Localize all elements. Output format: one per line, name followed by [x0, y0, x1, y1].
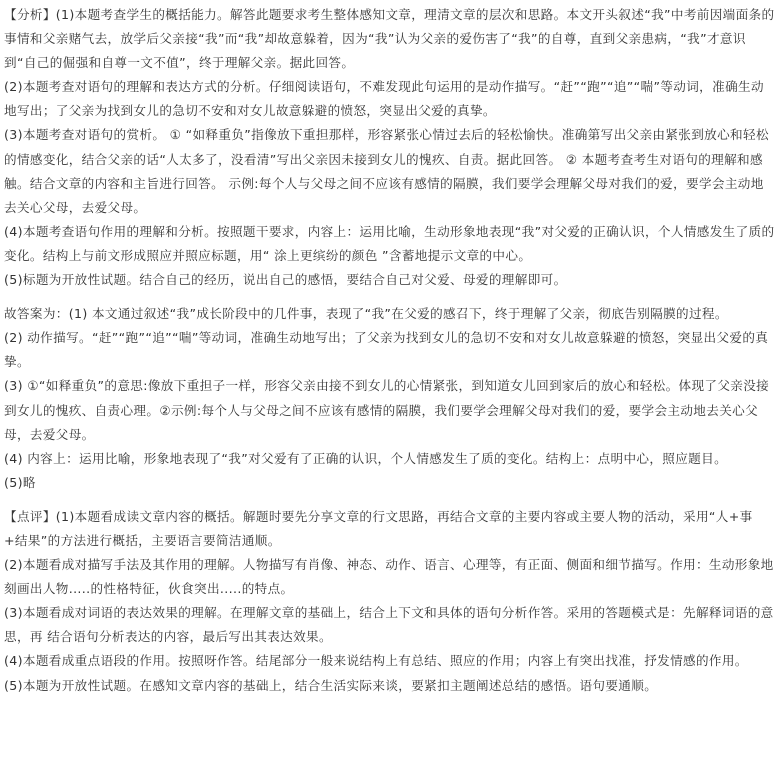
answer-paragraph: (4) 内容上：运用比喻，形象地表现了“我”对父爱有了正确的认识，个人情感发生了质的变化。结构上：点明中心，照应题目。	[4, 450, 728, 466]
analysis-paragraph: (3)本题考查对语句的赏析。 ① “如释重负”指像放下重担那样，形容紧张心情过去后的轻松愉快。准确第写出父亲由紧张到放心和轻松的情感变化，结合父亲的话“人太多了，没看清”写出父亲因未接到女儿的愧疚、自责。据此回答。 ② 本题考查考生对语句的理解和感触。结合文章的内容和主旨进行回答。 示例:每个人与父母之间不应该有感情的隔膜，我们要学会理解父母对我们的爱，要学会主动地去关心父母，去爱父母。	[4, 127, 769, 215]
answer-paragraph: (2) 动作描写。“赶”“跑”“追”“喘”等动词，准确生动地写出；了父亲为找到女儿的急切不安和对女儿故意躲避的愤怒，突显出父爱的真挚。	[4, 330, 769, 370]
comment-paragraph: 【点评】(1)本题看成读文章内容的概括。解题时要先分享文章的行文思路，再结合文章的主要内容或主要人物的活动，采用“人+事+结果”的方法进行概括，主要语言要简洁通顺。	[4, 508, 753, 548]
answer-section	[4, 302, 776, 495]
analysis-paragraph: (2)本题考查对语句的理解和表达方式的分析。仔细阅读语句，不难发现此句运用的是动作描写。“赶”“跑”“追”“喘”等动词，准确生动地写出；了父亲为找到女儿的急切不安和对女儿故意躲避的愤怒，突显出父爱的真挚。	[4, 79, 764, 119]
answer-paragraph: (5)略	[4, 474, 36, 490]
comment-paragraph: (5)本题为开放性试题。在感知文章内容的基础上，结合生活实际来谈，要紧扣主题阐述总结的感悟。语句要通顺。	[4, 677, 658, 693]
comment-paragraph: (3)本题看成对词语的表达效果的理解。在理解文章的基础上，结合上下文和具体的语句分析作答。采用的答题模式是：先解释词语的意思，再 结合语句分析表达的内容，最后写出其表达效果。	[4, 605, 774, 645]
comment-paragraph: (4)本题看成重点语段的作用。按照呀作答。结尾部分一般来说结构上有总结、照应的作用；内容上有突出找准，抒发情感的作用。	[4, 653, 748, 669]
analysis-paragraph: (4)本题考查语句作用的理解和分析。按照题干要求，内容上：运用比喻，生动形象地表现“我”对父爱的正确认识，个人情感发生了质的变化。结构上与前文形成照应并照应标题，用“ 涂上更缤纷的颜色 ”含蓄地提示文章的中心。	[4, 223, 775, 263]
analysis-paragraph: (5)标题为开放性试题。结合自己的经历，说出自己的感悟，要结合自己对父爱、母爱的理解即可。	[4, 272, 567, 288]
analysis-paragraph: 【分析】(1)本题考查学生的概括能力。解答此题要求考生整体感知文章，理清文章的层次和思路。本文开头叙述“我”中考前因端面条的事情和父亲赌气去，放学后父亲接“我”而“我”却故意躲着，因为“我”认为父亲的爱伤害了“我”的自尊，直到父亲患病，“我”才意识到“自己的倔强和自尊一文不值”，终于理解父亲。据此回答。	[4, 7, 775, 71]
analysis-section	[4, 3, 776, 292]
answer-paragraph: 故答案为：(1) 本文通过叙述“我”成长阶段中的几件事，表现了“我”在父爱的感召下，终于理解了父亲，彻底告别隔膜的过程。	[4, 306, 728, 322]
answer-paragraph: (3) ①“如释重负”的意思:像放下重担子一样，形容父亲由接不到女儿的心情紧张，到知道女儿回到家后的放心和轻松。体现了父亲没接到女儿的愧疚、自责心理。②示例:每个人与父母之间不应该有感情的隔膜，我们要学会理解父母对我们的爱，要学会主动地去关心父母，去爱父母。	[4, 378, 770, 442]
comment-paragraph: (2)本题看成对描写手法及其作用的理解。人物描写有肖像、神态、动作、语言、心理等，有正面、侧面和细节描写。作用：生动形象地刻画出人物.....的性格特征，伙食突出.....的特点。	[4, 557, 774, 597]
comment-section	[4, 505, 776, 698]
